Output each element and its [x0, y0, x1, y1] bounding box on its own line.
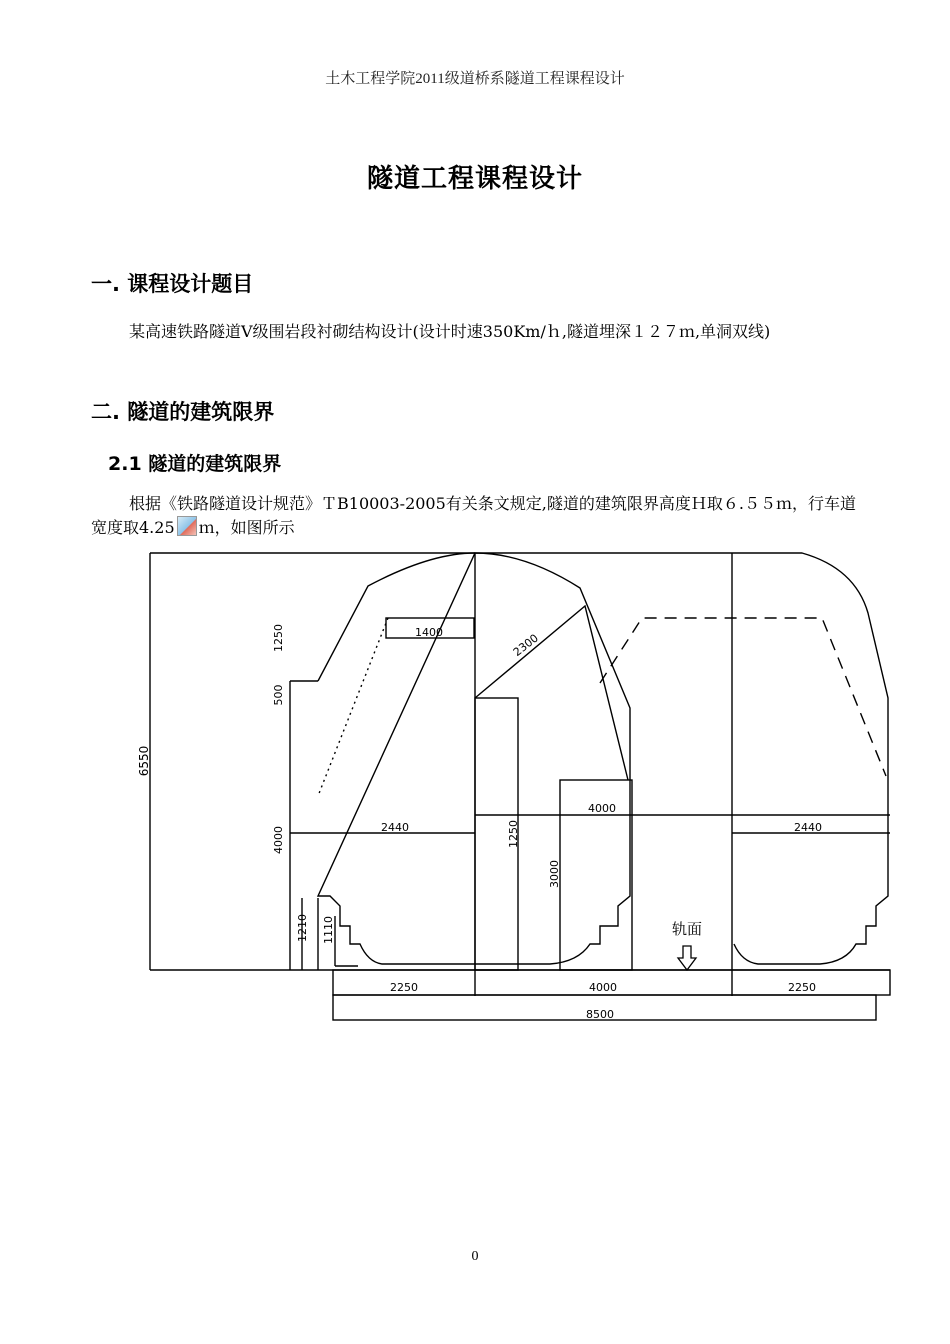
- clearance-text-part1: 根据《铁路隧道设计规范》ＴB10003-2005有关条文规定,隧道的建筑限界高度Ｈ取６.５５ｍ，行车道宽度取4.25: [91, 494, 856, 537]
- left-dotted-line: [318, 618, 388, 796]
- left-arch-outline: [318, 553, 475, 681]
- embedded-image-icon: [177, 516, 197, 536]
- page-title: 隧道工程课程设计: [366, 164, 583, 194]
- dim-1210: 1210: [296, 914, 309, 942]
- dim-1250-mid: 1250: [507, 820, 520, 848]
- dim-2440-right: 2440: [794, 821, 822, 834]
- slope-lines: [475, 606, 628, 780]
- clearance-text-part2: ｍ，如图所示: [198, 518, 295, 537]
- clearance-diagram-svg: [130, 548, 900, 1028]
- right-dashed-clearance: [600, 618, 886, 776]
- dim-4000-left: 4000: [272, 826, 285, 854]
- dim-3000: 3000: [548, 860, 561, 888]
- dim-4000-bottom: 4000: [589, 981, 617, 994]
- dim-8500: 8500: [586, 1008, 614, 1021]
- right-tunnel-outline: [732, 553, 888, 964]
- left-tunnel-outline: [318, 553, 630, 964]
- section-heading-topic: 一. 课程设计题目: [91, 272, 254, 296]
- dim-1250: 1250: [272, 624, 285, 652]
- dim-1400: 1400: [415, 626, 443, 639]
- dim-2250-right: 2250: [788, 981, 816, 994]
- section-heading-clearance: 二. 隧道的建筑限界: [91, 400, 275, 424]
- dim-500: 500: [272, 684, 285, 706]
- dim-6550: 6550: [137, 745, 151, 777]
- dim-4000-mid: 4000: [588, 802, 616, 815]
- running-header: 土木工程学院2011级道桥系隧道工程课程设计: [325, 71, 625, 87]
- clearance-diagram: [130, 548, 900, 1028]
- dim-2250-left: 2250: [390, 981, 418, 994]
- dim-2300: 2300: [510, 631, 541, 659]
- subsection-heading-clearance: 2.1 隧道的建筑限界: [108, 453, 282, 475]
- rail-label: 轨面: [671, 920, 703, 938]
- dim-2440-left: 2440: [381, 821, 409, 834]
- page-number: 0: [471, 1249, 479, 1264]
- dim-1110: 1110: [322, 916, 335, 944]
- down-arrow-icon: [678, 946, 696, 970]
- clearance-paragraph: [91, 492, 861, 540]
- topic-paragraph: 某高速铁路隧道Ⅴ级围岩段衬砌结构设计(设计时速350Km/ｈ,隧道埋深１２７ｍ,单洞双线): [129, 322, 771, 341]
